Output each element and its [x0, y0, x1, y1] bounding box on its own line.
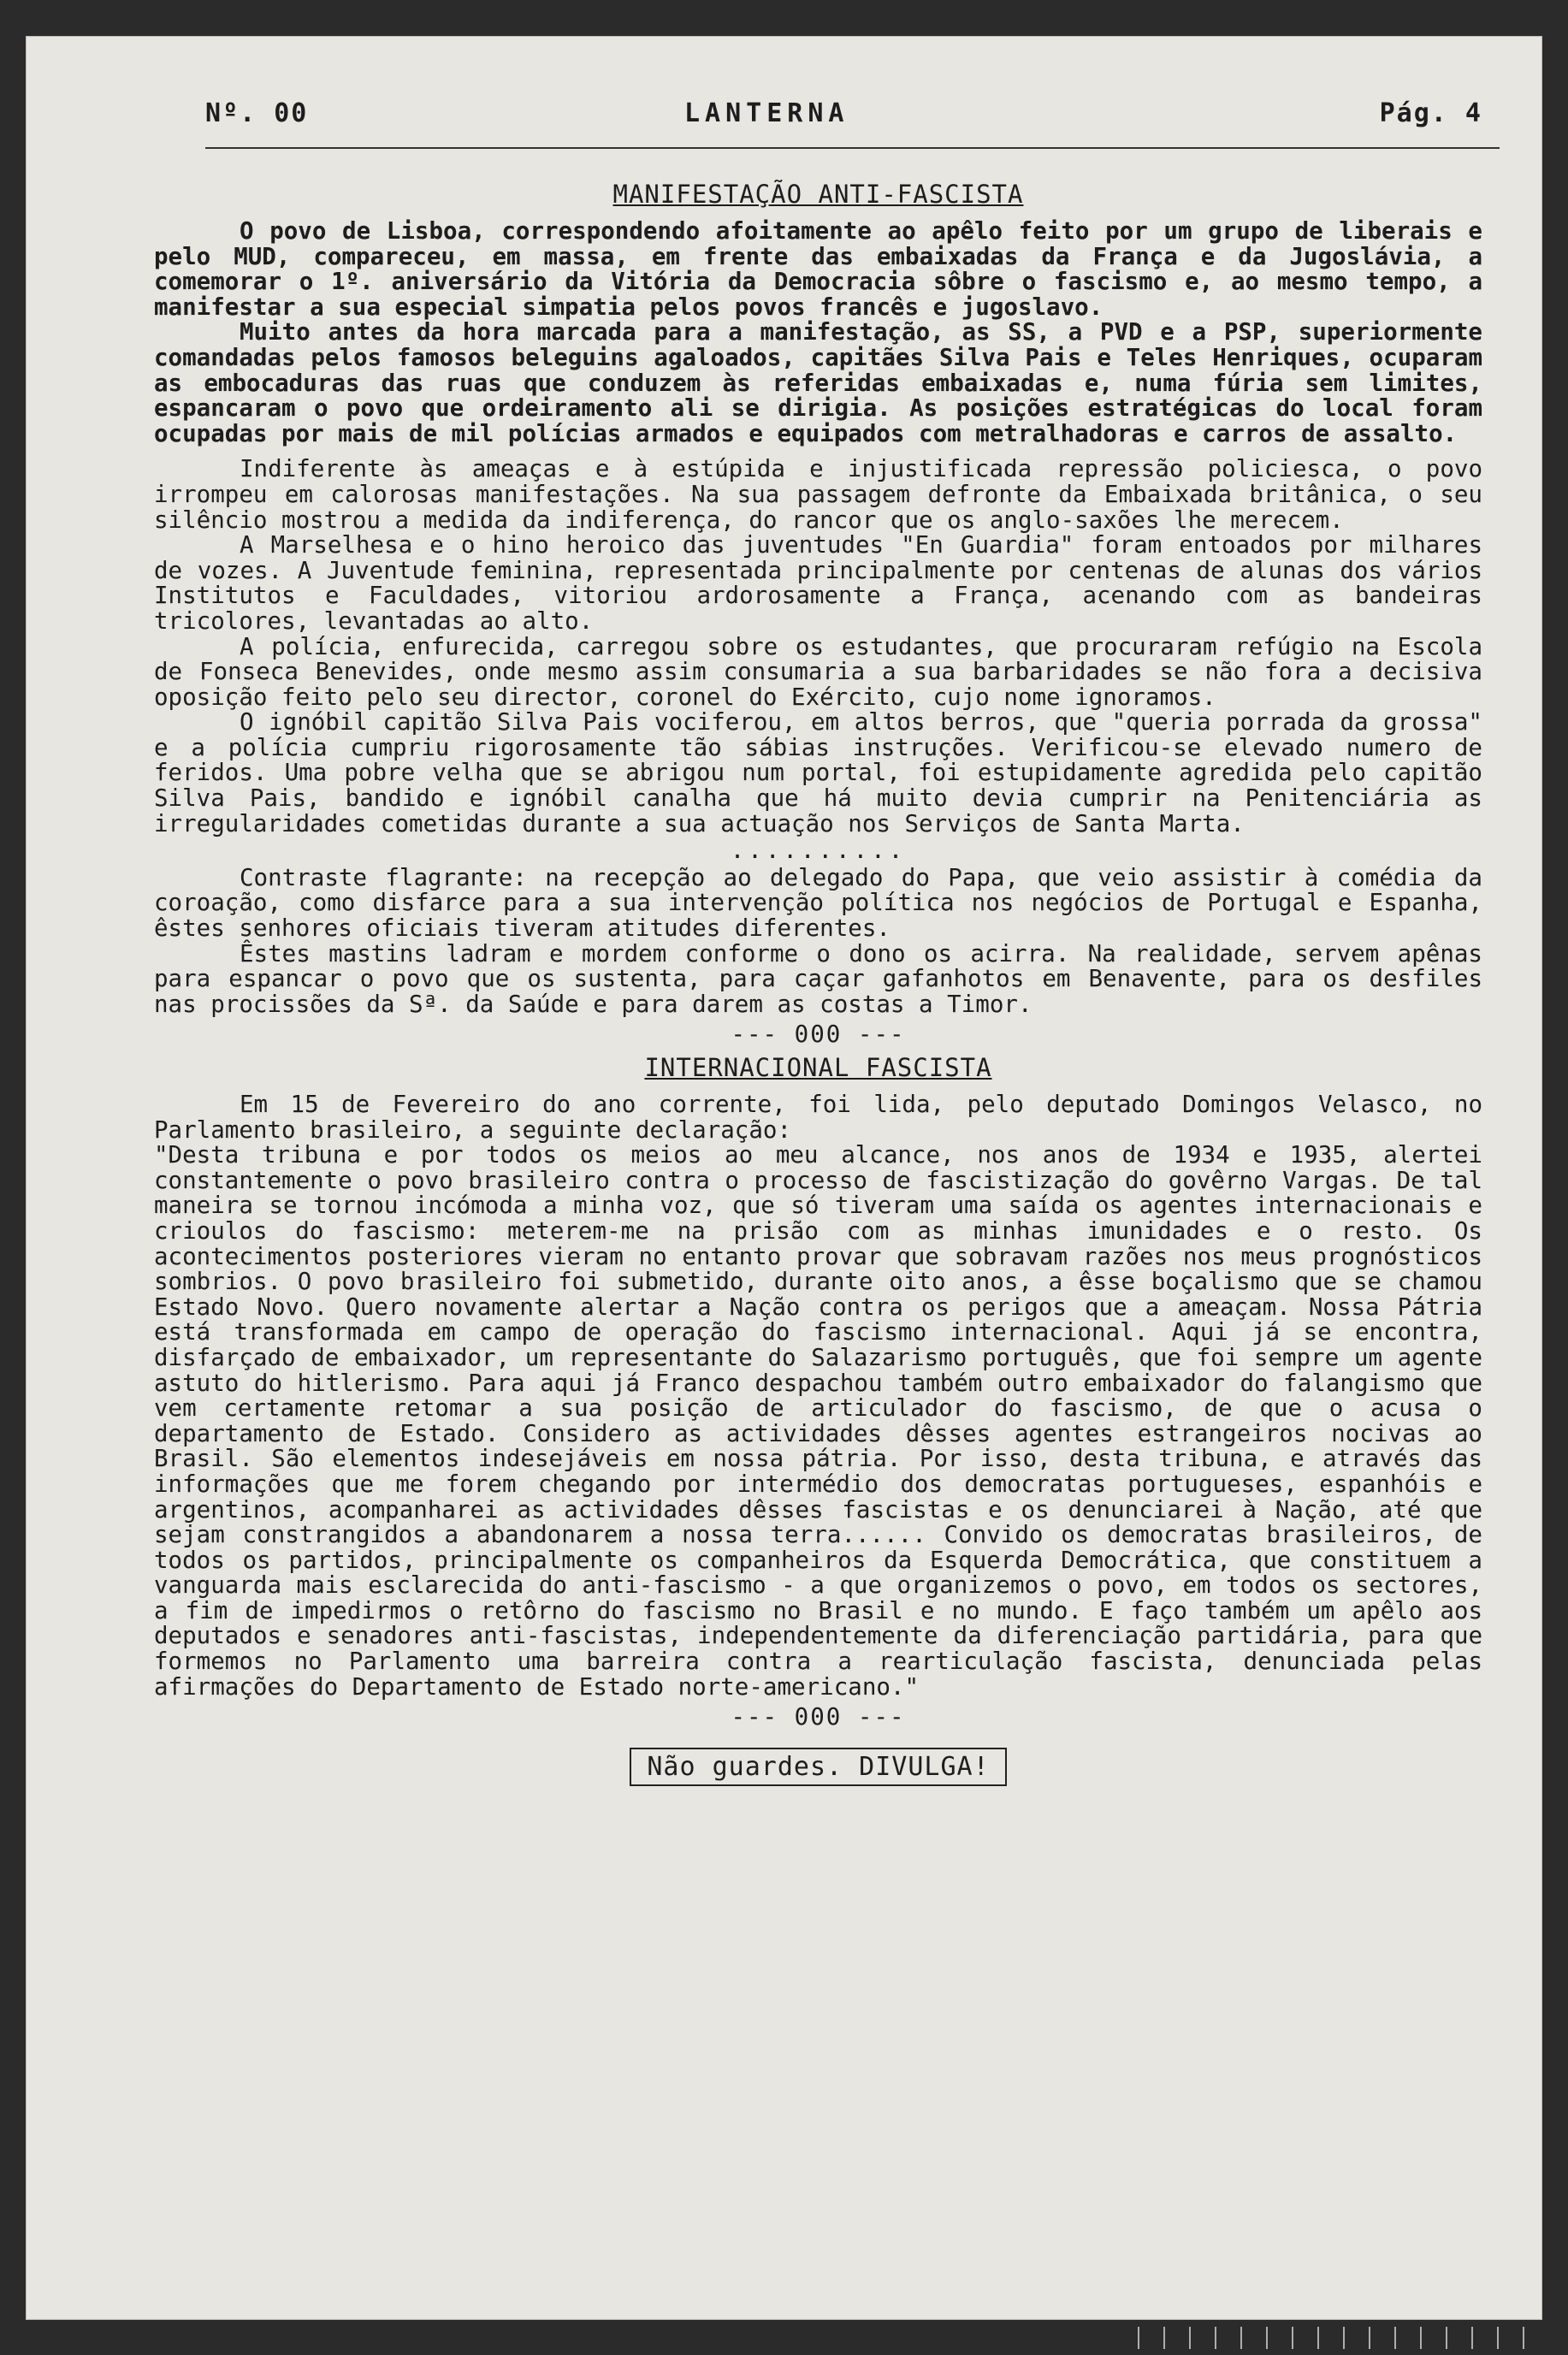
- page-number: Pág. 4: [1379, 98, 1482, 128]
- issue-number: Nº. 00: [205, 98, 309, 128]
- paragraph: O ignóbil capitão Silva Pais vociferou, em altos berros, que "queria porrada da grossa" e a polícia cumpriu rigorosamente tão sábias instruções. Verificou-se elevado numero de feridos. Uma pobre velha que se abrigou num portal, foi estupidamente agredida pelo capitão Silva Pais, bandido e ignóbil canalha que há muito devia cumprir na Penitenciária as irregularidades cometidas durante a sua actuação nos Serviços de Santa Marta.: [154, 708, 1482, 837]
- document-page: [26, 36, 1542, 2320]
- article-body: [154, 180, 1482, 1786]
- publication-title: LANTERNA: [684, 98, 849, 128]
- quoted-declaration: [154, 1143, 1482, 1700]
- color-scale-strip: [1138, 2327, 1548, 2349]
- paragraph: Contraste flagrante: na recepção ao delegado do Papa, que veio assistir à comédia da coroação, como disfarce para a sua intervenção política nos negócios de Portugal e Espanha, êstes senhores oficiais tiveram atitudes diferentes.: [154, 863, 1482, 943]
- section-separator: --- 000 ---: [731, 1703, 906, 1731]
- paragraph: A polícia, enfurecida, carregou sobre os estudantes, que procuraram refúgio na Escola de Fonseca Benevides, onde mesmo assim consumaria a sua barbaridades se não fora a decisiva oposição feito pelo seu director, coronel do Exército, cujo nome ignoramos.: [154, 632, 1482, 711]
- paragraph: A Marselhesa e o hino heroico das juventudes "En Guardia" foram entoados por milhares de vozes. A Juventude feminina, representada principalmente por centenas de alunas dos vários Institutos e Faculdades, vitoriou ardorosamente a França, acenando com as bandeiras tricolores, levantadas ao alto.: [154, 531, 1482, 635]
- paragraph: Muito antes da hora marcada para a manifestação, as SS, a PVD e a PSP, superiormente comandadas pelos famosos beleguins agaloados, capitães Silva Pais e Teles Henriques, ocuparam as embocaduras das ruas que conduzem às referidas embaixadas e, numa fúria sem limites, espancaram o povo que ordeiramento ali se dirigia. As posições estratégicas do local foram ocupadas por mais de mil polícias armados e equipados com metralhadoras e carros de assalto.: [154, 318, 1482, 447]
- section-title: MANIFESTAÇÃO ANTI-FASCISTA: [612, 180, 1024, 209]
- section-title: INTERNACIONAL FASCISTA: [644, 1053, 992, 1082]
- paragraph: O povo de Lisboa, correspondendo afoitamente ao apêlo feito por um grupo de liberais e pelo MUD, compareceu, em massa, em frente das embaixadas da França e da Jugoslávia, a comemorar o 1º. aniversário da Vitória da Democracia sôbre o fascismo e, ao mesmo tempo, a manifestar a sua especial simpatia pelos povos francês e jugoslavo.: [154, 217, 1482, 321]
- page-header: [205, 83, 1482, 134]
- section-separator: --- 000 ---: [731, 1021, 906, 1049]
- paragraph: Indiferente às ameaças e à estúpida e injustificada repressão policiesca, o povo irrompeu em calorosas manifestações. Na sua passagem defronte da Embaixada britânica, o seu silêncio mostrou a medida da indiferença, do rancor que os anglo-saxões lhe merecem.: [154, 455, 1482, 534]
- dot-separator: ..........: [730, 837, 907, 865]
- paragraph: Êstes mastins ladram e mordem conforme o dono os acirra. Na realidade, servem apênas para espancar o povo que os sustenta, para caçar gafanhotos em Benavente, para os desfiles nas procissões da Sª. da Saúde e para darem as costas a Timor.: [154, 939, 1482, 1018]
- paragraph: Em 15 de Fevereiro do ano corrente, foi lida, pelo deputado Domingos Velasco, no Parlamento brasileiro, a seguinte declaração:: [154, 1091, 1482, 1144]
- header-rule: [205, 147, 1500, 149]
- quote-text: "Desta tribuna e por todos os meios ao meu alcance, nos anos de 1934 e 1935, alertei constantemente o povo brasileiro contra o processo de fascistização do govêrno Vargas. De tal maneira se tornou incómoda a minha voz, que só tiveram uma saída os agentes internacionais e crioulos do fascismo: meterem-me na prisão com as minhas imunidades e o resto. Os acontecimentos posteriores vieram no entanto provar que sobravam razões nos meus prognósticos sombrios. O povo brasileiro foi submetido, durante oito anos, a êsse boçalismo que se chamou Estado Novo. Quero novamente alertar a Nação contra os perigos que a ameaçam. Nossa Pátria está transformada em campo de operação do fascismo internacional. Aqui já se encontra, disfarçado de embaixador, um representante do Salazarismo português, que foi sempre um agente astuto do hitlerismo. Para aqui já Franco despachou também outro embaixador do falangismo que vem certamente retomar a sua posição de articulador do fascismo, de que o acusa o departamento de Estado. Considero as actividades dêsses agentes estrangeiros nocivas ao Brasil. São elementos indesejáveis em nossa pátria. Por isso, desta tribuna, e através das informações que me forem chegando por intermédio dos democratas portugueses, espanhóis e argentinos, acompanharei as actividades dêsses fascistas e os denunciarei à Nação, até que sejam constrangidos a abandonarem a nossa terra...... Convido os democratas brasileiros, de todos os partidos, principalmente os companheiros da Esquerda Democrática, que constituem a vanguarda mais esclarecida do anti-fascismo - a que organizemos o povo, em todos os sectores, a fim de impedirmos o retôrno do fascismo no Brasil e no mundo. E faço também um apêlo aos deputados e senadores anti-fascistas, independentemente da diferenciação partidária, para que formemos no Parlamento uma barreira contra a rearticulação fascista, denunciada pelas afirmações do Departamento de Estado norte-americano.": [154, 1141, 1482, 1701]
- call-to-action-box: Não guardes. DIVULGA!: [630, 1748, 1006, 1787]
